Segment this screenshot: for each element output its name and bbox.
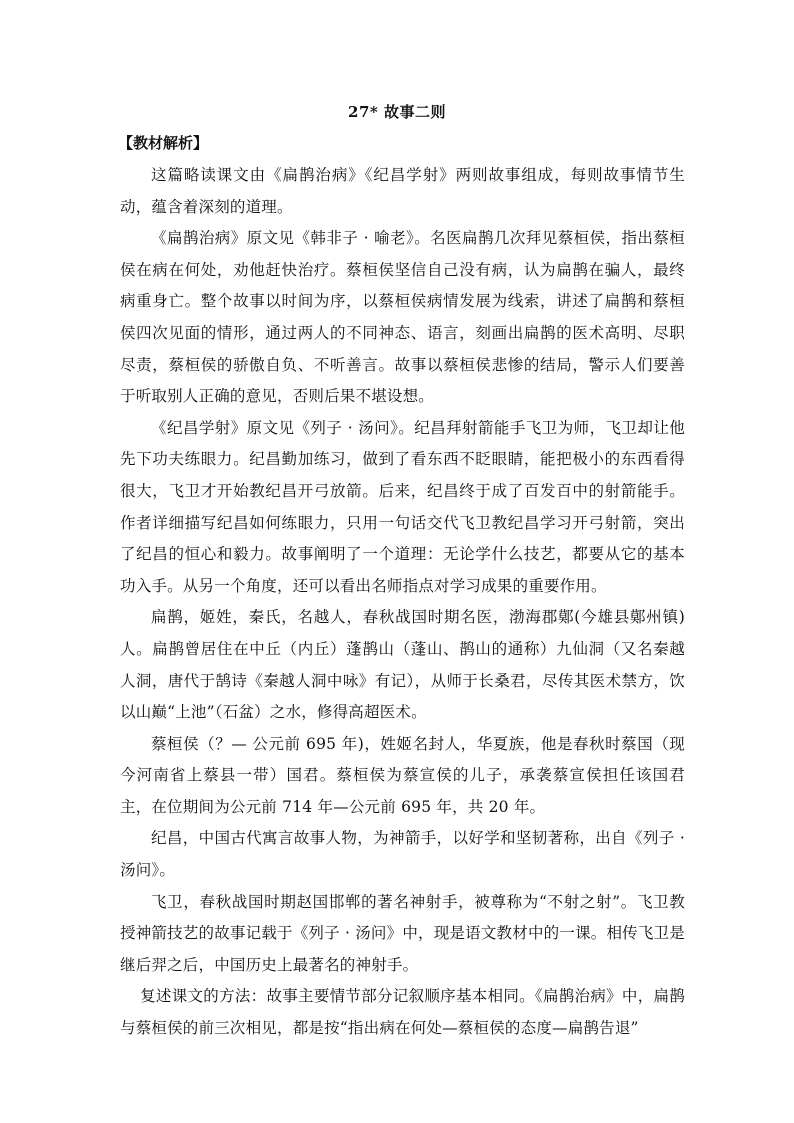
paragraph-bianque-story: 《扁鹊治病》原文见《韩非子 · 喻老》。名医扁鹊几次拜见蔡桓侯，指出蔡桓侯在病在何处，劝他赶快治疗。蔡桓侯坚信自己没有病，认为扁鹊在骗人，最终病重身亡。整个故事以时间为序，以蔡桓侯病情发展为线索，讲述了扁鹊和蔡桓侯四次见面的情形，通过两人的不同神态、语言，刻画出扁鹊的医术高明、尽职尽责，蔡桓侯的骄傲自负、不听善言。故事以蔡桓侯悲惨的结局，警示人们要善于听取别人正确的意见，否则后果不堪设想。 bbox=[120, 229, 685, 406]
paragraph-jichang-story: 《纪昌学射》原文见《列子 · 汤问》。纪昌拜射箭能手飞卫为师，飞卫却让他先下功夫练眼力。纪昌勤加练习，做到了看东西不眨眼睛，能把极小的东西看得很大，飞卫才开始教纪昌开弓放箭。后来，纪昌终于成了百发百中的射箭能手。作者详细描写纪昌如何练眼力，只用一句话交代飞卫教纪昌学习开弓射箭，突出了纪昌的恒心和毅力。故事阐明了一个道理：无论学什么技艺，都要从它的基本功入手。从另一个角度，还可以看出名师指点对学习成果的重要作用。 bbox=[120, 418, 685, 595]
document-body bbox=[120, 160, 685, 1045]
paragraph-jichang-bio: 纪昌，中国古代寓言故事人物，为神箭手，以好学和坚韧著称，出自《列子 · 汤问》。 bbox=[120, 829, 685, 880]
document-title: 27* 故事二则 bbox=[348, 103, 446, 121]
paragraph-caihuanhou-bio: 蔡桓侯（？— 公元前 695 年)，姓姬名封人，华夏族，他是春秋时蔡国（现今河南省上蔡县一带）国君。蔡桓侯为蔡宣侯的儿子，承袭蔡宣侯担任该国君主，在位期间为公元前 714 年—公元前 695 年，共 20 年。 bbox=[120, 734, 685, 816]
paragraph-feiwei-bio: 飞卫，春秋战国时期赵国邯郸的著名神射手，被尊称为“不射之射”。飞卫教授神箭技艺的故事记载于《列子 · 汤问》中，现是语文教材中的一课。相传飞卫是继后羿之后，中国历史上最著名的神射手。 bbox=[120, 892, 685, 974]
paragraph-bianque-bio: 扁鹊，姬姓，秦氏，名越人，春秋战国时期名医，渤海郡鄚(今雄县鄚州镇)人。扁鹊曾居住在中丘（内丘）蓬鹊山（蓬山、鹊山的通称）九仙洞（又名秦越人洞，唐代于鹄诗《秦越人洞中咏》有记），从师于长桑君，尽传其医术禁方，饮以山巅“上池”（石盆）之水，修得高超医术。 bbox=[120, 608, 685, 722]
section-label: 【教材解析】 bbox=[118, 134, 209, 152]
paragraph-retelling-method: 复述课文的方法：故事主要情节部分记叙顺序基本相同。《扁鹊治病》中，扁鹊与蔡桓侯的前三次相见，都是按“指出病在何处—蔡桓侯的态度—扁鹊告退” bbox=[120, 987, 685, 1038]
paragraph-intro: 这篇略读课文由《扁鹊治病》《纪昌学射》两则故事组成，每则故事情节生动，蕴含着深刻的道理。 bbox=[120, 166, 685, 216]
